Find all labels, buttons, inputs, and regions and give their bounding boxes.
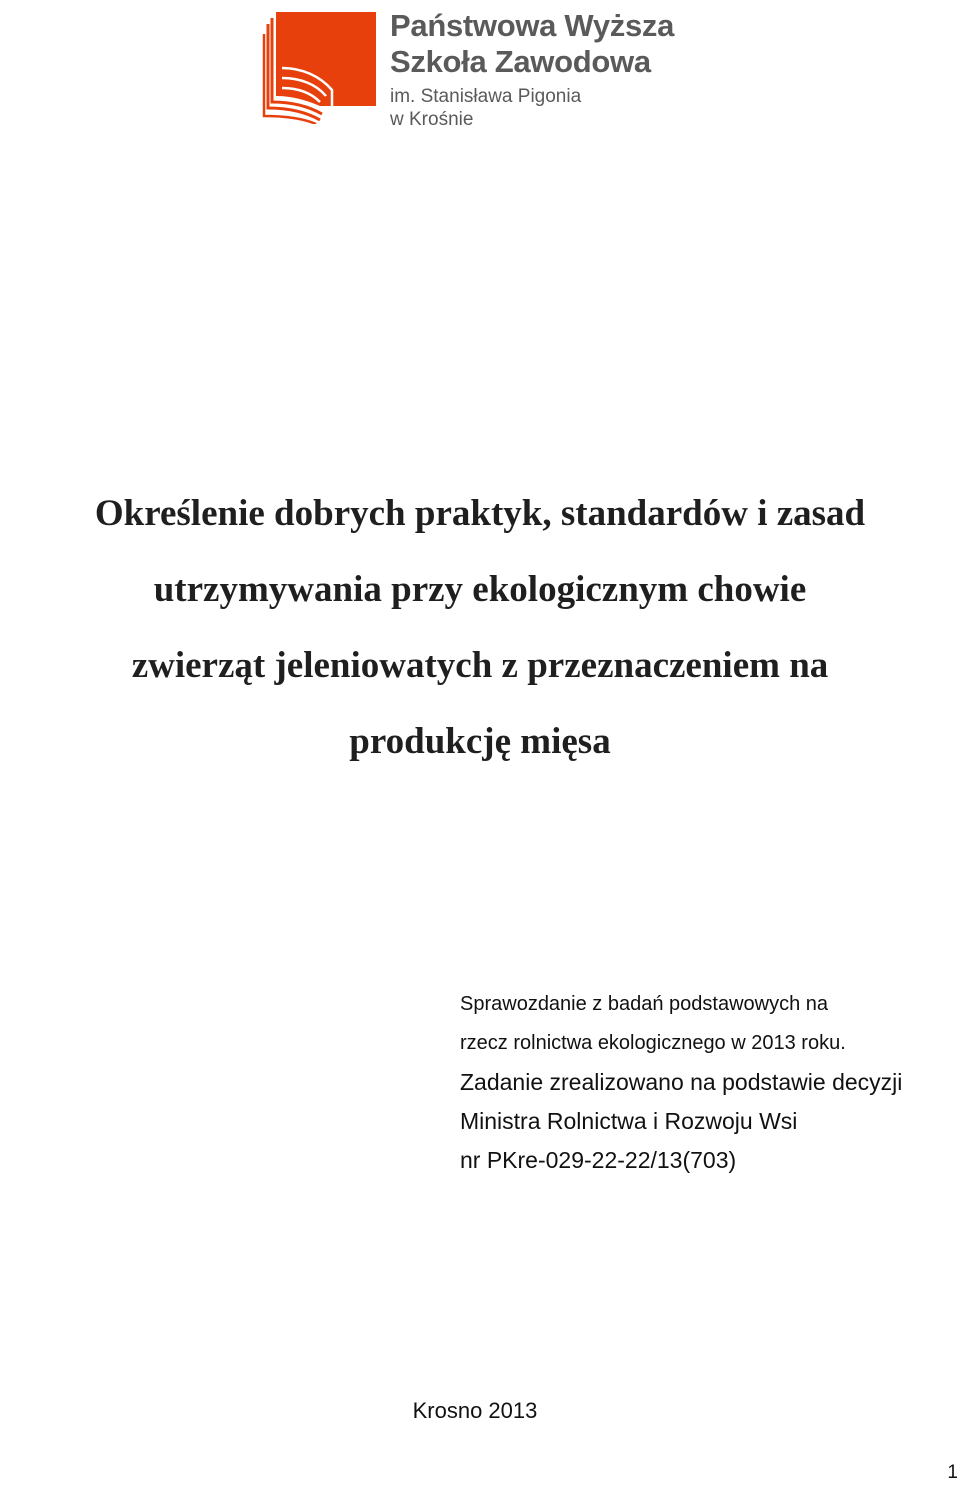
document-title <box>0 476 960 780</box>
logo-line-3: im. Stanisława Pigonia <box>390 86 582 107</box>
place-year: Krosno 2013 <box>412 1398 538 1423</box>
title-line-3: zwierząt jeleniowatych z przeznaczeniem na <box>131 645 829 686</box>
report-line-3: Zadanie zrealizowano na podstawie decyzji <box>460 1069 903 1095</box>
report-description <box>460 985 956 1180</box>
report-line-2: rzecz rolnictwa ekologicznego w 2013 roku. <box>460 1032 846 1054</box>
title-line-4: produkcję mięsa <box>349 721 611 762</box>
report-line-5: nr PKre-029-22-22/13(703) <box>460 1147 737 1173</box>
logo-line-4: w Krośnie <box>390 109 474 130</box>
title-line-1: Określenie dobrych praktyk, standardów i zasad <box>94 493 866 534</box>
logo-line-1: Państwowa Wyższa <box>390 8 675 43</box>
university-logo <box>262 8 702 130</box>
logo-text <box>390 8 702 131</box>
page-number: 1 <box>947 1462 958 1483</box>
logo-line-2: Szkoła Zawodowa <box>390 44 651 79</box>
book-logo-icon <box>262 8 380 124</box>
title-line-2: utrzymywania przy ekologicznym chowie <box>153 569 807 610</box>
report-line-1: Sprawozdanie z badań podstawowych na <box>460 993 829 1015</box>
report-line-4: Ministra Rolnictwa i Rozwoju Wsi <box>460 1108 798 1134</box>
